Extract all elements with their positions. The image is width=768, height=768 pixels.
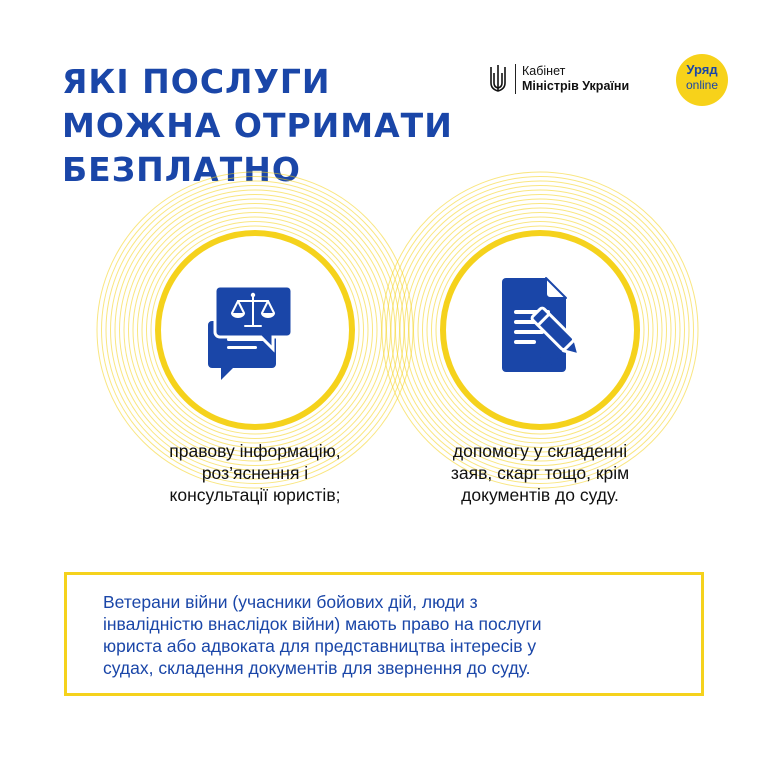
kmu-text [522, 64, 629, 94]
kmu-line-1: Кабінет [522, 64, 566, 78]
cabinet-of-ministers-logo [489, 62, 629, 96]
notice-line: інвалідністю внаслідок війни) мають право на послуги [103, 614, 542, 634]
veterans-notice-box [64, 572, 704, 696]
notice-line: судах, складення документів для звернення до суду. [103, 658, 531, 678]
caption-line: заяв, скарг тощо, крім [450, 463, 630, 483]
caption-line: консультації юристів; [169, 485, 341, 505]
uriad-online-logo [676, 54, 728, 106]
caption-line: допомогу у складенні [452, 441, 628, 461]
notice-line: Ветерани війни (учасники бойових дій, люди з [103, 592, 478, 612]
service-caption-documents [390, 440, 690, 506]
title-line: МОЖНА ОТРИМАТИ [62, 106, 453, 145]
veterans-notice-text [103, 591, 671, 679]
uriad-line-2: online [685, 78, 719, 92]
title-line: БЕЗПЛАТНО [62, 150, 301, 189]
service-caption-consultation [105, 440, 405, 506]
caption-line: правову інформацію, [169, 441, 341, 461]
logo-divider [515, 64, 516, 94]
title-line: ЯКІ ПОСЛУГИ [62, 62, 331, 101]
caption-line: документів до суду. [461, 485, 619, 505]
uriad-line-1: Уряд [686, 62, 718, 77]
trident-icon [489, 63, 507, 95]
notice-line: юриста або адвоката для представництва інтересів у [103, 636, 537, 656]
kmu-line-2: Міністрів України [522, 79, 630, 93]
caption-line: роз’яснення і [201, 463, 309, 483]
